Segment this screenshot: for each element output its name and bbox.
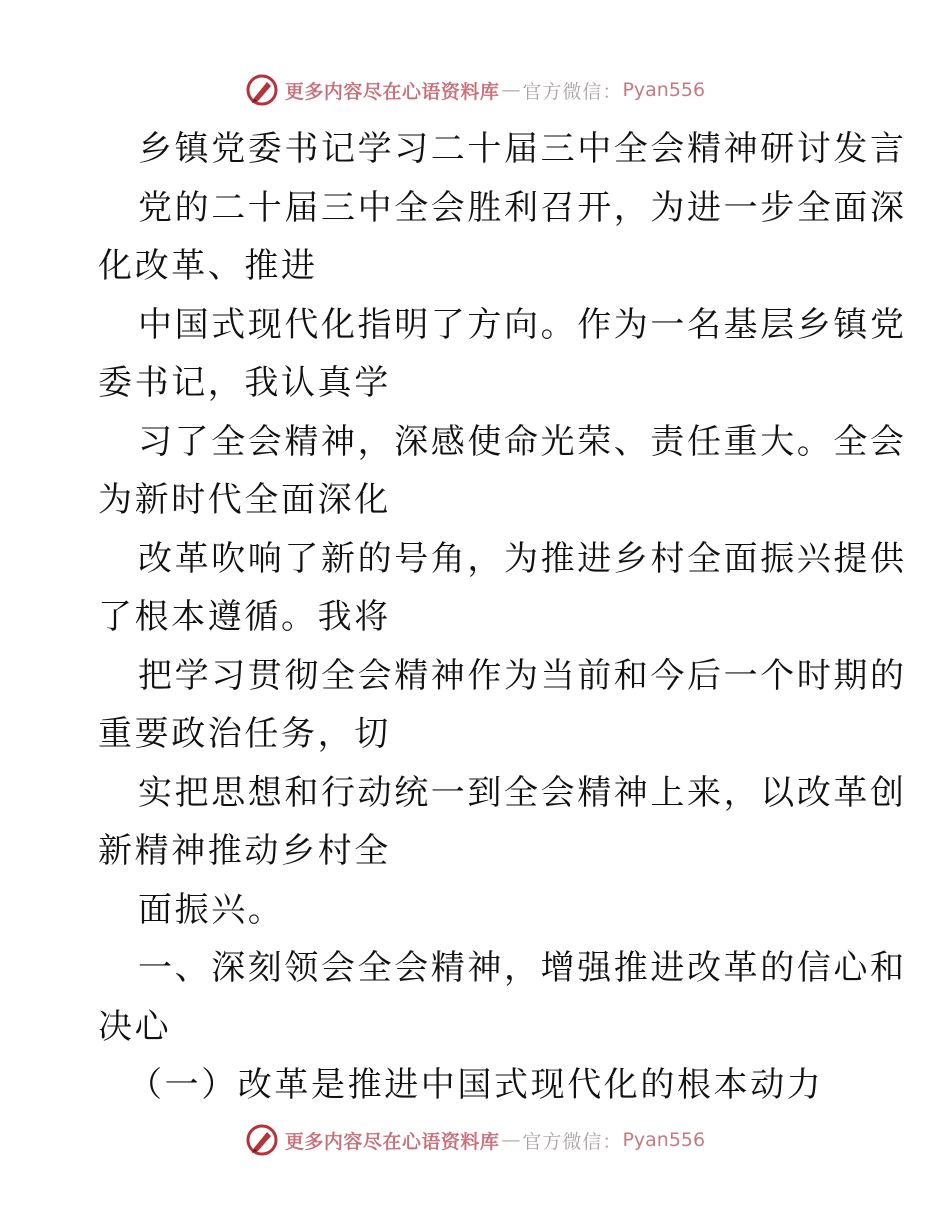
watermark-official-label: 官方微信： [522, 80, 623, 103]
paragraph-line: 中国式现代化指明了方向。作为一名基层乡镇党 [138, 304, 907, 345]
paragraph-line: 改革吹响了新的号角，为推进乡村全面振兴提供 [138, 538, 907, 579]
document-title: 乡镇党委书记学习二十届三中全会精神研讨发言 [138, 129, 907, 169]
paragraph-line: 把学习贯彻全会精神作为当前和今后一个时期的 [138, 655, 907, 696]
watermark-account: Pyan556 [622, 79, 706, 101]
watermark-account: Pyan556 [622, 1129, 706, 1151]
footer-watermark [0, 1120, 950, 1160]
pen-logo-icon [245, 1123, 279, 1157]
document-body [98, 120, 907, 1115]
paragraph-line: 为新时代全面深化 [98, 480, 391, 520]
watermark-separator: — [501, 79, 521, 101]
watermark-official-label: 官方微信： [522, 1130, 623, 1153]
paragraph-line: 了根本遵循。我将 [98, 597, 391, 637]
watermark-brand: 更多内容尽在心语资料库 [284, 1130, 500, 1153]
watermark-separator: — [501, 1129, 521, 1151]
paragraph-line: 实把思想和行动统一到全会精神上来，以改革创 [138, 772, 907, 813]
watermark-brand: 更多内容尽在心语资料库 [284, 80, 500, 103]
paragraph-line: 党的二十届三中全会胜利召开，为进一步全面深 [138, 187, 907, 228]
section-heading-continuation: 决心 [98, 1006, 172, 1047]
paragraph-line: 重要政治任务，切 [98, 714, 391, 754]
section-heading: 一、深刻领会全会精神，增强推进改革的信心和 [138, 948, 907, 988]
paragraph-line: 化改革、推进 [98, 246, 318, 286]
pen-logo-icon [245, 73, 279, 107]
paragraph-line: 新精神推动乡村全 [98, 831, 391, 871]
header-watermark [0, 70, 950, 110]
subsection-heading: （一）改革是推进中国式现代化的根本动力 [128, 1065, 824, 1105]
paragraph-line: 委书记，我认真学 [98, 363, 391, 403]
paragraph-line: 习了全会精神，深感使命光荣、责任重大。全会 [138, 421, 907, 462]
paragraph-line: 面振兴。 [138, 889, 285, 930]
